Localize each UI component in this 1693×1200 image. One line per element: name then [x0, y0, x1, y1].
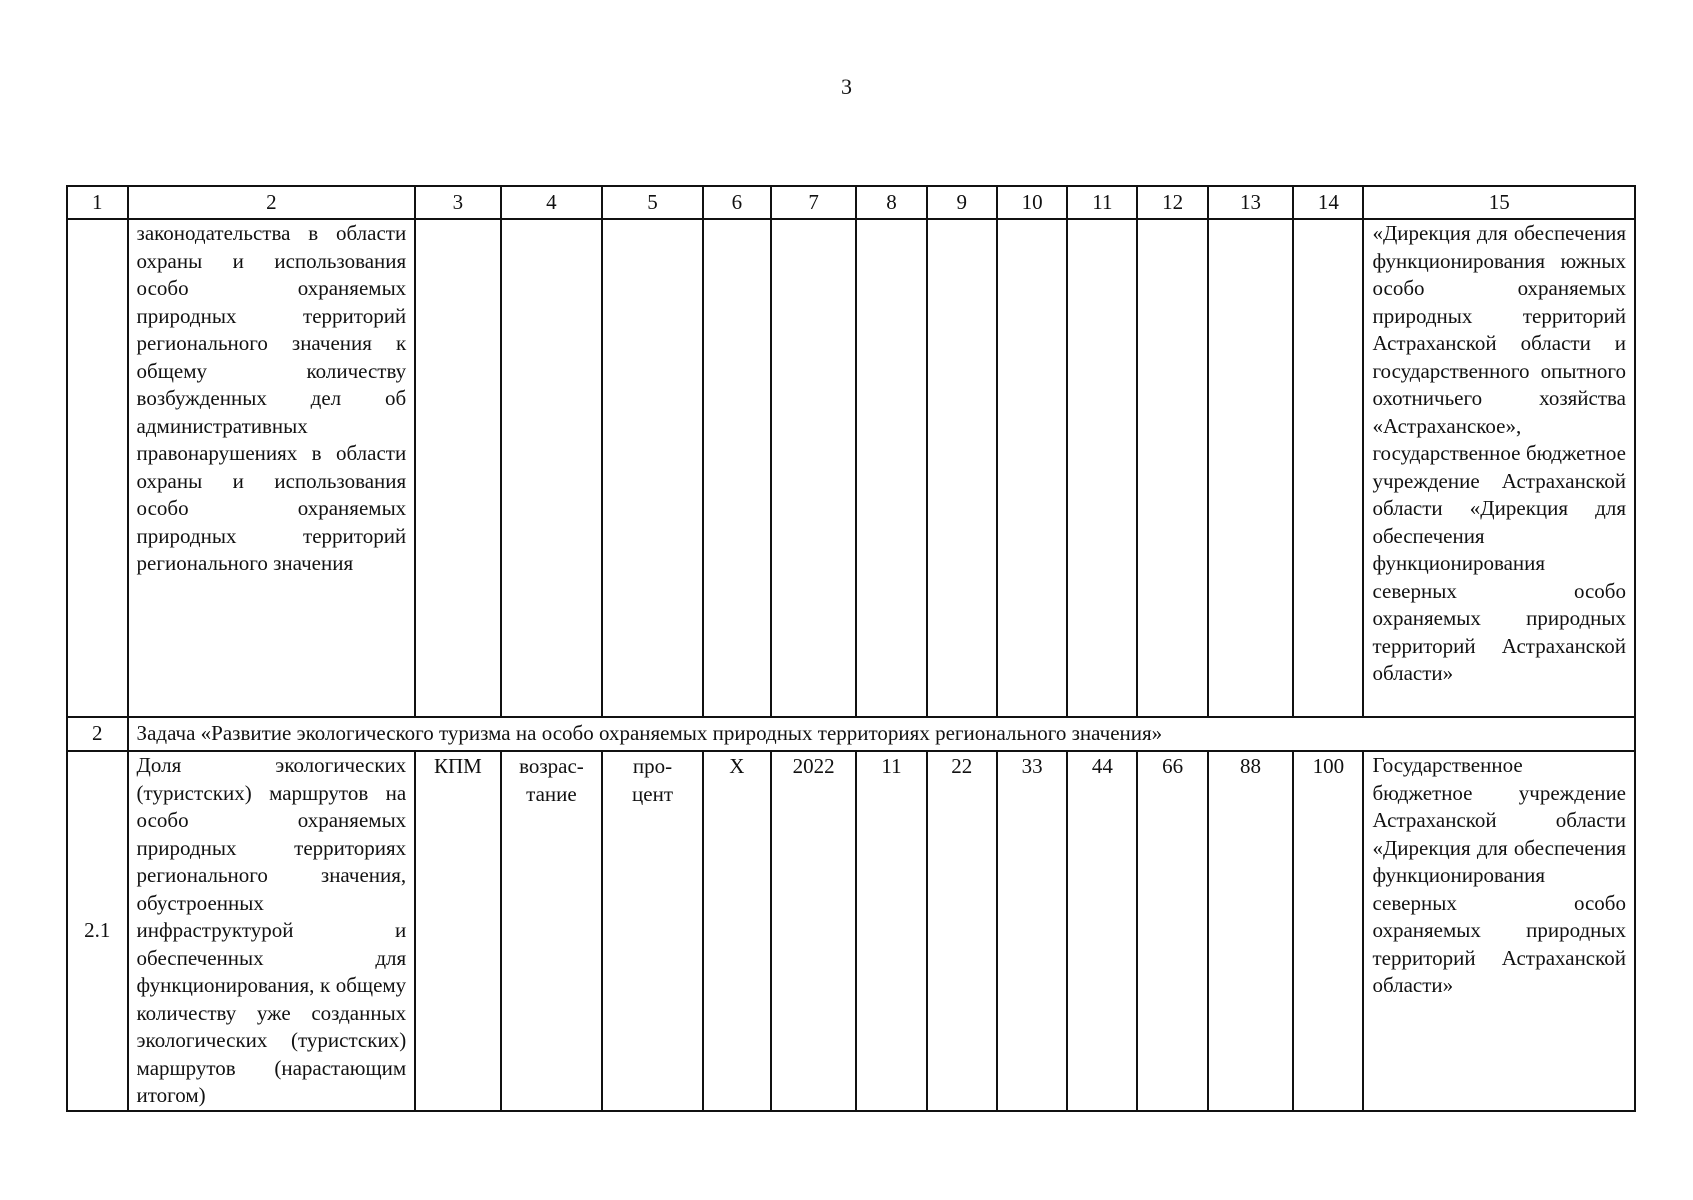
value-cell: 88: [1208, 751, 1293, 1111]
indicator-text-cell: Доля экологических (туристских) маршрутов на особо охраняемых природных территориях регионального значения, обустроенных инфраструктурой и обеспеченных для функционирования, к общему количеству уже созданных экологических (туристских) маршрутов (нарастающим итогом): [128, 751, 416, 1111]
header-cell: 7: [771, 186, 856, 219]
empty-cell: [1293, 219, 1363, 717]
indicator-row-2-1: [67, 751, 1635, 1111]
continuation-row: [67, 219, 1635, 717]
task-row: [67, 717, 1635, 751]
responsible-cell: Государственное бюджетное учреждение Астраханской области «Дирекция для обеспечения функционирования северных особо охраняемых природных территорий Астраханской области»: [1363, 751, 1635, 1111]
empty-cell: [856, 219, 926, 717]
empty-cell: [602, 219, 703, 717]
value-cell: 22: [927, 751, 997, 1111]
header-cell: 15: [1363, 186, 1635, 219]
header-cell: 1: [67, 186, 128, 219]
indicators-table: [66, 185, 1636, 1112]
value-cell: 66: [1137, 751, 1207, 1111]
header-row: [67, 186, 1635, 219]
empty-cell: [703, 219, 771, 717]
indicator-type-cell: КПМ: [415, 751, 500, 1111]
header-cell: 8: [856, 186, 926, 219]
empty-cell: [771, 219, 856, 717]
year-cell: 2022: [771, 751, 856, 1111]
direction-line: тание: [526, 781, 577, 806]
unit-line: про-: [632, 754, 673, 778]
header-cell: 11: [1067, 186, 1137, 219]
base-value-cell: Х: [703, 751, 771, 1111]
header-cell: 13: [1208, 186, 1293, 219]
header-cell: 6: [703, 186, 771, 219]
header-cell: 9: [927, 186, 997, 219]
header-cell: 14: [1293, 186, 1363, 219]
value-cell: 44: [1067, 751, 1137, 1111]
direction-cell: [501, 751, 603, 1111]
header-cell: 12: [1137, 186, 1207, 219]
value-cell: 100: [1293, 751, 1363, 1111]
responsible-cell: «Дирекция для обеспечения функционирования южных особо охраняемых природных территорий Астраханской области и государственного опытного охотничьего хозяйства «Астраханское», государственное бюджетное учреждение Астраханской области «Дирекция для обеспечения функционирования северных особо охраняемых природных территорий Астраханской области»: [1363, 219, 1635, 717]
unit-cell: [602, 751, 703, 1111]
row-number-cell: [67, 219, 128, 717]
value-cell: 11: [856, 751, 926, 1111]
empty-cell: [415, 219, 500, 717]
indicator-text-cell: законодательства в области охраны и использования особо охраняемых природных территорий регионального значения к общему количеству возбужденных дел об административных правонарушениях в области охраны и использования особо охраняемых природных территорий регионального значения: [128, 219, 416, 717]
empty-cell: [501, 219, 603, 717]
empty-cell: [1208, 219, 1293, 717]
empty-cell: [997, 219, 1067, 717]
header-cell: 3: [415, 186, 500, 219]
task-title-cell: Задача «Развитие экологического туризма на особо охраняемых природных территориях регионального значения»: [128, 717, 1635, 751]
header-cell: 2: [128, 186, 416, 219]
direction-line: возрас-: [519, 754, 584, 778]
row-number-cell: 2.1: [67, 751, 128, 1111]
empty-cell: [927, 219, 997, 717]
unit-line: цент: [632, 781, 674, 806]
task-number-cell: 2: [67, 717, 128, 751]
header-cell: 4: [501, 186, 603, 219]
page-number: 3: [841, 74, 852, 99]
header-cell: 5: [602, 186, 703, 219]
empty-cell: [1137, 219, 1207, 717]
header-cell: 10: [997, 186, 1067, 219]
value-cell: 33: [997, 751, 1067, 1111]
empty-cell: [1067, 219, 1137, 717]
